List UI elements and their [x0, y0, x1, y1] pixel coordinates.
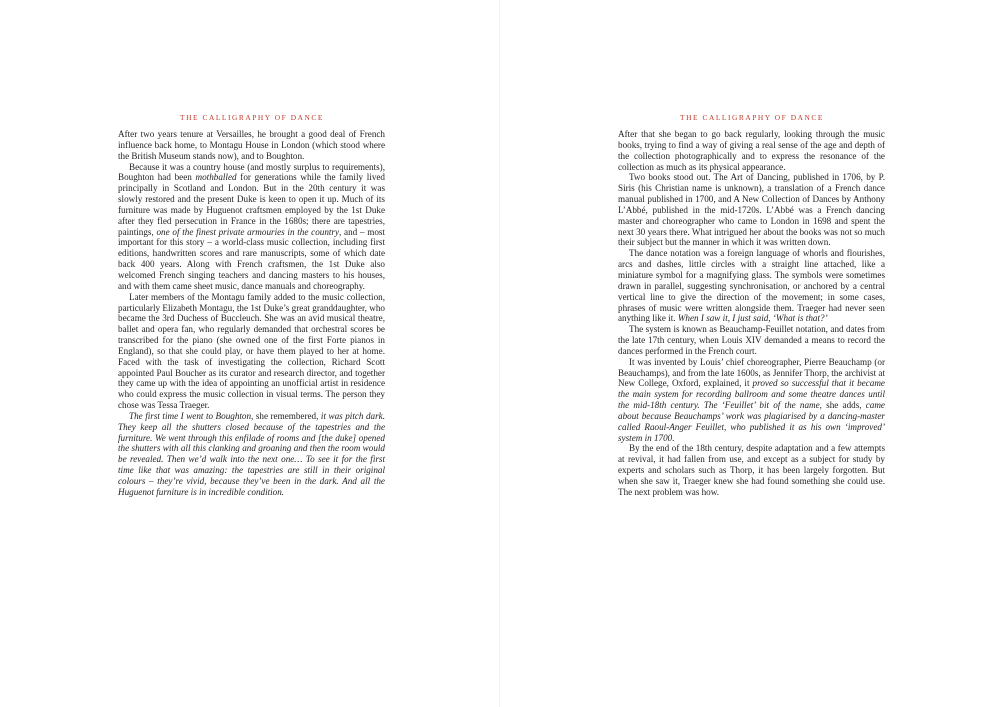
text-run: Because it was a country house (and mostly surplus to requirements), Boughton had been [118, 161, 385, 183]
italic-run: mothballed [195, 172, 237, 183]
text-run: The dance notation was a foreign language of whorls and flourishes, arcs and dashes, little circles with a straight line attached, like a miniature symbol for a magnifying glass. The symbols were sometimes drawn in parallel, suggesting synchronisation, or anchored by a central vertical line to give the direction of the movement; in some cases, phrases of music were written alongside them. Traeger had never seen anything like it. [618, 248, 885, 324]
paragraph [118, 292, 385, 411]
italic-run: The first time I went to Boughton [129, 410, 252, 421]
italic-run: When I saw it, I just said, ‘What is that?’ [677, 313, 828, 324]
italic-run: proved so successful that it became the main system for recording ballroom and some theatre dances until the mid-18th century. The ‘Feuillet’ bit of the name [618, 378, 885, 411]
paragraph [618, 357, 885, 444]
italic-run: came about because Beauchamps’ work was plagiarised by a dancing-master called Raoul-Anger Feuillet, who published it as his own ‘improved’ system in 1700. [618, 400, 885, 443]
text-run: Two books stood out. The Art of Dancing, published in 1706, by P. Siris (his Christian name is unknown), a translation of a French dance manual published in 1700, and A New Collection of Dances by Anthony L’Abbé, published in the mid-1720s. L’Abbé was a French dancing master and choreographer who came to London in 1698 and spent the next 30 years there. What intrigued her about the books was not so much their subject but the manner in which it was written down. [618, 172, 885, 248]
paragraph [618, 129, 885, 172]
body-text [118, 129, 385, 498]
paragraph [618, 248, 885, 324]
text-run: After that she began to go back regularly, looking through the music books, trying to find a way of giving a real sense of the age and depth of the collection photographically and to express the resonance of the collection as much as its physical appearance. [618, 129, 885, 172]
text-run: After two years tenure at Versailles, he brought a good deal of French influence back home, to Montagu House in London (which stood where the British Museum stands now), and to Boughton. [118, 129, 385, 161]
text-run: , she adds, [819, 400, 866, 411]
text-run: , and – most important for this story – a world-class music collection, including first editions, handwritten scores and rare manuscripts, some of which date back 400 years. Along with French craftsmen, the 1st Duke also welcomed French singing teachers and dancing masters to his houses, and with them came sheet music, dance manuals and choreography. [118, 226, 385, 291]
body-text [618, 129, 885, 498]
paragraph [118, 411, 385, 498]
text-run: , she remembered, [251, 410, 321, 421]
paragraph [618, 443, 885, 497]
text-run: for generations while the family lived principally in Scotland and London. But in the 20th century it was slowly restored and the present Duke is keen to open it up. Much of its furniture was made by Huguenot craftsmen employed by the 1st Duke after they fled persecution in France in the 1680s; there are tapestries, paintings, [118, 172, 385, 237]
italic-run: it was pitch dark. They keep all the shutters closed because of the tapestries and the furniture. We went through this enfilade of rooms and [the duke] opened the shutters with all this clanking and groaning and then the room would be revealed. Then we’d walk into the next one… To see it for the first time like that was amazing: the tapestries are still in their original colours – they’re vivid, because they’ve been in the dark. And all the Huguenot furniture is in incredible condition. [118, 410, 385, 497]
text-run: It was invented by Louis’ chief choreographer, Pierre Beauchamp (or Beauchamps), and from the late 1600s, as Jennifer Thorp, the archivist at New College, Oxford, explained, it [618, 356, 885, 389]
running-head: THE CALLIGRAPHY OF DANCE [180, 113, 324, 122]
italic-run: one of the finest private armouries in the country [156, 226, 340, 237]
paragraph [118, 129, 385, 162]
paragraph [618, 172, 885, 248]
running-head: THE CALLIGRAPHY OF DANCE [680, 113, 824, 122]
text-run: By the end of the 18th century, despite adaptation and a few attempts at revival, it had fallen from use, and except as a subject for study by experts and scholars such as Thorp, it has been largely forgotten. But when she saw it, Traeger knew she had found something she could use. The next problem was how. [618, 443, 885, 497]
paragraph [118, 162, 385, 292]
right-page [500, 0, 1000, 707]
text-run: The system is known as Beauchamp-Feuillet notation, and dates from the late 17th century, when Louis XIV demanded a means to record the dances performed in the French court. [618, 324, 885, 356]
paragraph [618, 324, 885, 357]
text-run: Later members of the Montagu family added to the music collection, particularly Elizabeth Montagu, the 1st Duke’s great granddaughter, who became the 3rd Duchess of Buccleuch. She was an avid musical theatre, ballet and opera fan, who regularly demanded that orchestral scores be transcribed for the piano (she owned one of the first Forte pianos in England), so that she could play, or have them played to her at home. Faced with the task of investigating the collection, Richard Scott appointed Paul Boucher as its curator and research director, and together they came up with the idea of appointing an unofficial artist in residence who could express the music collection in visual terms. The person they chose was Tessa Traeger. [118, 291, 385, 411]
